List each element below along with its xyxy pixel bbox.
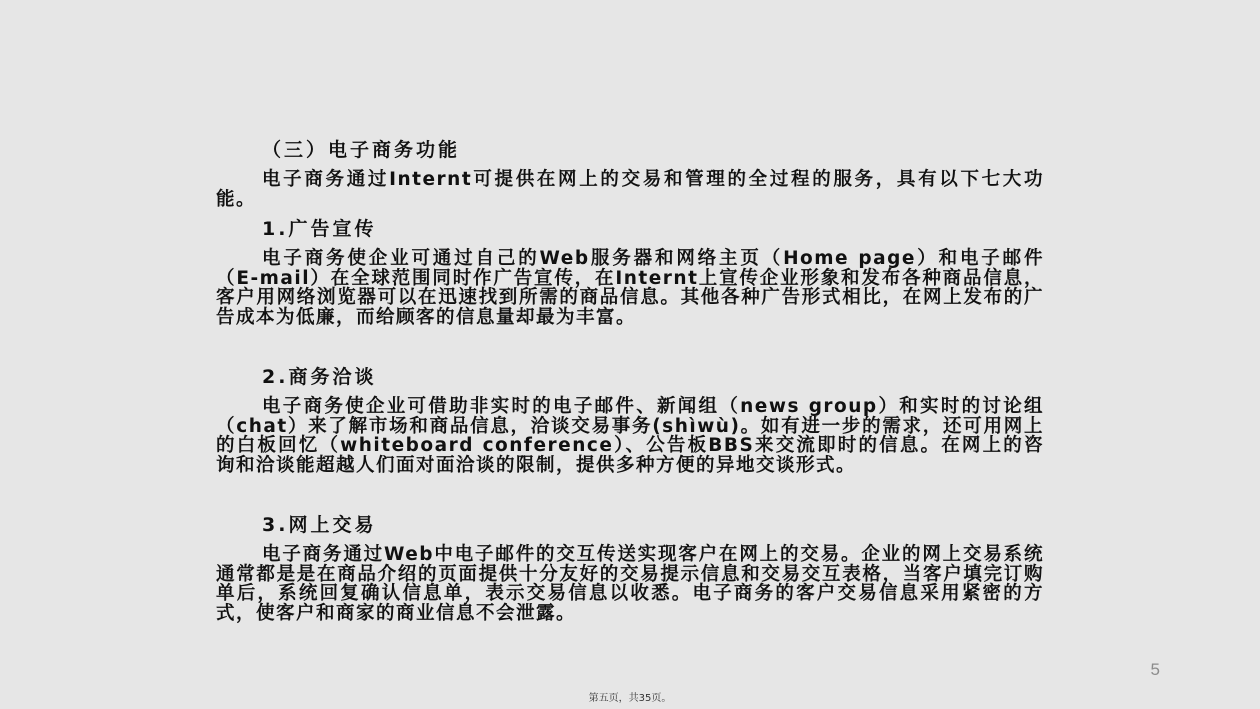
item-heading-advertising: 1.广告宣传	[262, 218, 377, 240]
item-body-advertising: 电子商务使企业可通过自己的Web服务器和网络主页（Home page）和电子邮件（E-mail）在全球范围同时作广告宣传，在Internt上宣传企业形象和发布各种商品信息，客户用网络浏览器可以在迅速找到所需的商品信息。其他各种广告形式相比，在网上发布的广告成本为低廉，而给顾客的信息量却最为丰富。	[216, 248, 1044, 328]
item-body-online-trade: 电子商务通过Web中电子邮件的交互传送实现客户在网上的交易。企业的网上交易系统通常都是是在商品介绍的页面提供十分友好的交易提示信息和交易交互表格，当客户填完订购单后，系统回复确认信息单，表示交易信息以收悉。电子商务的客户交易信息采用紧密的方式，使客户和商家的商业信息不会泄露。	[216, 544, 1044, 624]
item-heading-negotiation: 2.商务洽谈	[262, 366, 377, 388]
intro-paragraph: 电子商务通过Internt可提供在网上的交易和管理的全过程的服务，具有以下七大功能。	[216, 169, 1044, 210]
section-title: （三）电子商务功能	[262, 139, 461, 161]
slide-number: 5	[1150, 660, 1160, 679]
item-heading-online-trade: 3.网上交易	[262, 514, 377, 536]
slide-content	[216, 136, 1044, 623]
page-footer: 第五页，共35页。	[588, 693, 672, 704]
item-body-negotiation: 电子商务使企业可借助非实时的电子邮件、新闻组（news group）和实时的讨论组（chat）来了解市场和商品信息，洽谈交易事务(shìwù)。如有进一步的需求，还可用网上的白板回忆（whiteboard conference）、公告板BBS来交流即时的信息。在网上的咨询和洽谈能超越人们面对面洽谈的限制，提供多种方便的异地交谈形式。	[216, 396, 1044, 476]
